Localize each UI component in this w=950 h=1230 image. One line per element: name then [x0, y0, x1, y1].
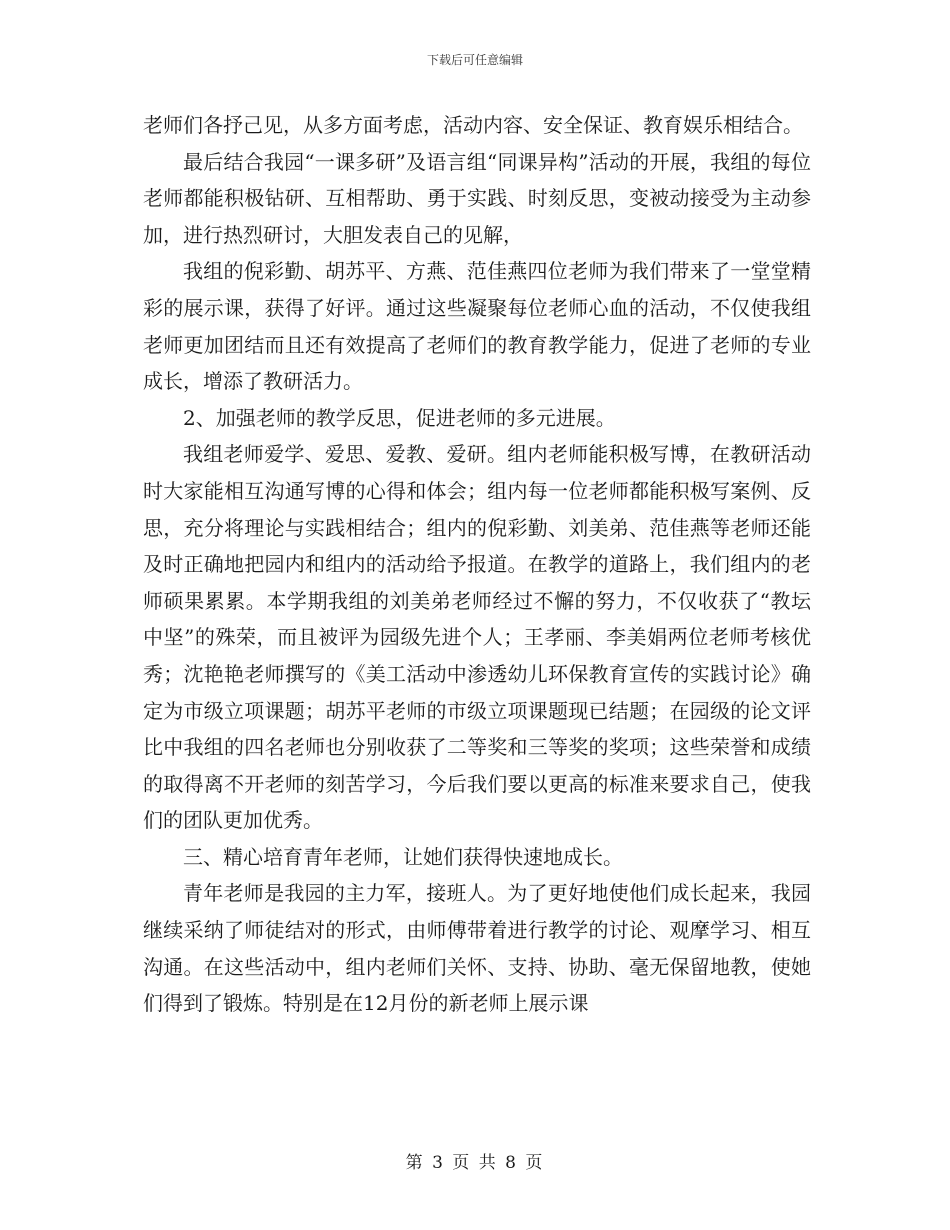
- paragraph: 老师们各抒己见，从多方面考虑，活动内容、安全保证、教育娱乐相结合。: [143, 113, 803, 137]
- paragraph: 青年老师是我园的主力军，接班人。为了更好地使他们成长起来，我园继续采纳了师徒结对的形式，由师傅带着进行教学的讨论、观摩学习、相互沟通。在这些活动中，组内老师们关怀、支持、协助、毫无保留地教，使她们得到了锻炼。特别是在12月份的新老师上展示课: [143, 881, 811, 1016]
- paragraph: 三、精心培育青年老师，让她们获得快速地成长。: [183, 844, 623, 869]
- paragraph: 我组的倪彩勤、胡苏平、方燕、范佳燕四位老师为我们带来了一堂堂精彩的展示课，获得了好评。通过这些凝聚每位老师心血的活动，不仅使我组老师更加团结而且还有效提高了老师们的教育教学能力，促进了老师的专业成长，增添了教研活力。: [143, 259, 811, 394]
- paragraph: 我组老师爱学、爱思、爱教、爱研。组内老师能积极写博，在教研活动时大家能相互沟通写博的心得和体会；组内每一位老师都能积极写案例、反思，充分将理论与实践相结合；组内的倪彩勤、刘美弟、范佳燕等老师还能及时正确地把园内和组内的活动给予报道。在教学的道路上，我们组内的老师硕果累累。本学期我组的刘美弟老师经过不懈的努力，不仅收获了“教坛中坚”的殊荣，而且被评为园级先进个人；王孝丽、李美娟两位老师考核优秀；沈艳艳老师撰写的《美工活动中渗透幼儿环保教育宣传的实践讨论》确定为市级立项课题；胡苏平老师的市级立项课题现已结题；在园级的论文评比中我组的四名老师也分别收获了二等奖和三等奖的奖项；这些荣誉和成绩的取得离不开老师的刻苦学习，今后我们要以更高的标准来要求自己，使我们的团队更加优秀。: [143, 442, 811, 833]
- document-body: [143, 107, 811, 1022]
- page-header: 下载后可任意编辑: [426, 53, 523, 67]
- page-number-footer: 第 3 页 共 8 页: [405, 1153, 545, 1173]
- paragraph: 最后结合我园“一课多研”及语言组“同课异构”活动的开展，我组的每位老师都能积极钻研、互相帮助、勇于实践、时刻反思，变被动接受为主动参加，进行热烈研讨，大胆发表自己的见解，: [143, 149, 811, 247]
- paragraph: 2、加强老师的教学反思，促进老师的多元进展。: [183, 405, 616, 430]
